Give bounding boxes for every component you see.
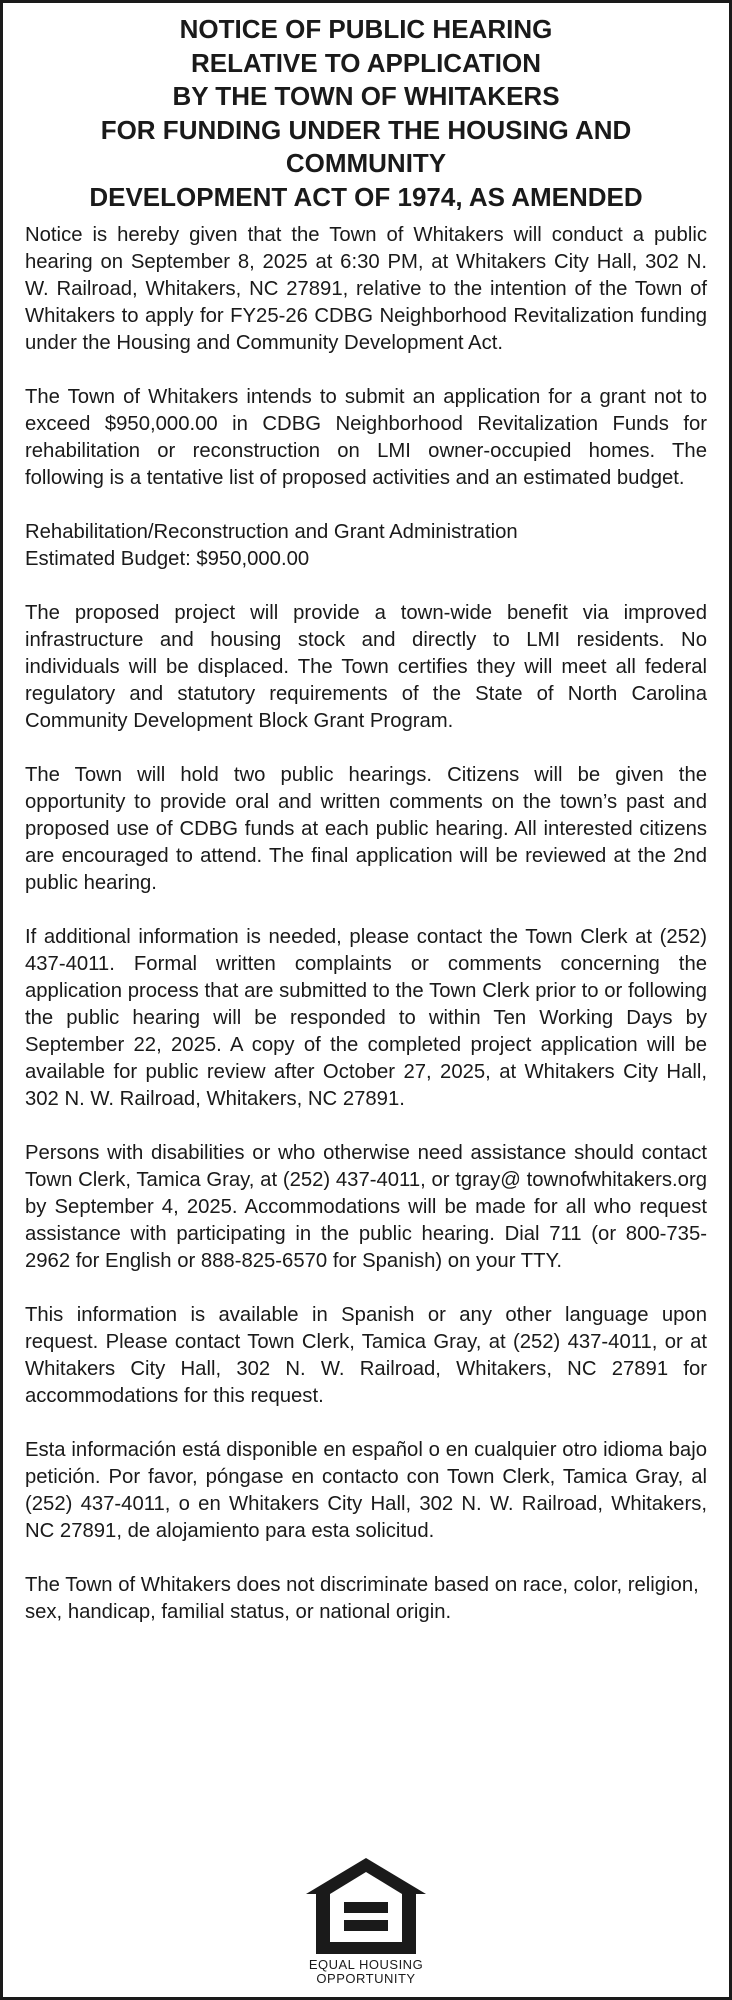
logo-caption-line: EQUAL HOUSING	[308, 1957, 424, 1972]
budget-block	[25, 519, 707, 573]
language-paragraph: This information is available in Spanish or any other language upon request. Please contact Town Clerk, Tamica Gray, at (252) 437-4011, or at Whitakers City Hall, 302 N. W. Railroad, Whitakers, NC 27891 for accommodations for this request.	[25, 1304, 707, 1407]
accessibility-paragraph: Persons with disabilities or who otherwise need assistance should contact Town Clerk, Tamica Gray, at (252) 437-4011, or tgray@ townofwhitakers.org by September 4, 2025. Accommodations will be made for all who request assistance with participating in the public hearing. Dial 711 (or 800-735-2962 for English or 888-825-6570 for Spanish) on your TTY.	[25, 1142, 707, 1272]
project-benefit-paragraph: The proposed project will provide a town-wide benefit via improved infrastructure and housing stock and directly to LMI residents. No individuals will be displaced. The Town certifies they will meet all federal regulatory and statutory requirements of the State of North Carolina Community Development Block Grant Program.	[25, 602, 707, 732]
title-line: NOTICE OF PUBLIC HEARING	[179, 14, 553, 44]
nondiscrimination-paragraph: The Town of Whitakers does not discriminate based on race, color, religion, sex, handicap, familial status, or national origin.	[25, 1574, 699, 1623]
title-line: COMMUNITY	[285, 148, 447, 178]
grant-intent-paragraph: The Town of Whitakers intends to submit an application for a grant not to exceed $950,000.00 in CDBG Neighborhood Revitalization Funds for rehabilitation or reconstruction on LMI owner-occupied homes. The following is a tentative list of proposed activities and an estimated budget.	[25, 386, 707, 489]
equal-housing-opportunity-icon	[304, 1856, 428, 1956]
spanish-paragraph: Esta información está disponible en español o en cualquier otro idioma bajo petición. Por favor, póngase en contacto con Town Clerk, Tamica Gray, al (252) 437-4011, o en Whitakers City Hall, 302 N. W. Railroad, Whitakers, NC 27891, de alojamiento para esta solicitud.	[25, 1439, 707, 1542]
budget-estimate: Estimated Budget: $950,000.00	[25, 548, 310, 570]
notice-title	[25, 13, 707, 214]
title-line: RELATIVE TO APPLICATION	[190, 47, 542, 78]
budget-activity: Rehabilitation/Reconstruction and Grant Administration	[25, 521, 518, 543]
public-hearings-paragraph: The Town will hold two public hearings. Citizens will be given the opportunity to provide oral and written comments on the town’s past and proposed use of CDBG funds at each public hearing. All interested citizens are encouraged to attend. The final application will be reviewed at the 2nd public hearing.	[25, 764, 707, 894]
equal-housing-logo	[3, 1856, 729, 1986]
contact-info-paragraph: If additional information is needed, please contact the Town Clerk at (252) 437-4011. Formal written complaints or comments concerning the application process that are submitted to the Town Clerk prior to or following the public hearing will be responded to within Ten Working Days by September 22, 2025. A copy of the completed project application will be available for public review after October 27, 2025, at Whitakers City Hall, 302 N. W. Railroad, Whitakers, NC 27891.	[25, 926, 707, 1110]
title-line: BY THE TOWN OF WHITAKERS	[172, 81, 560, 111]
title-line: DEVELOPMENT ACT OF 1974, AS AMENDED	[89, 181, 643, 212]
logo-caption-line: OPPORTUNITY	[316, 1971, 416, 1986]
logo-caption	[309, 1958, 423, 1986]
hearing-notice-paragraph: Notice is hereby given that the Town of Whitakers will conduct a public hearing on September 8, 2025 at 6:30 PM, at Whitakers City Hall, 302 N. W. Railroad, Whitakers, NC 27891, relative to the intention of the Town of Whitakers to apply for FY25-26 CDBG Neighborhood Revitalization funding under the Housing and Community Development Act.	[25, 224, 707, 354]
title-line: FOR FUNDING UNDER THE HOUSING AND	[100, 114, 632, 145]
